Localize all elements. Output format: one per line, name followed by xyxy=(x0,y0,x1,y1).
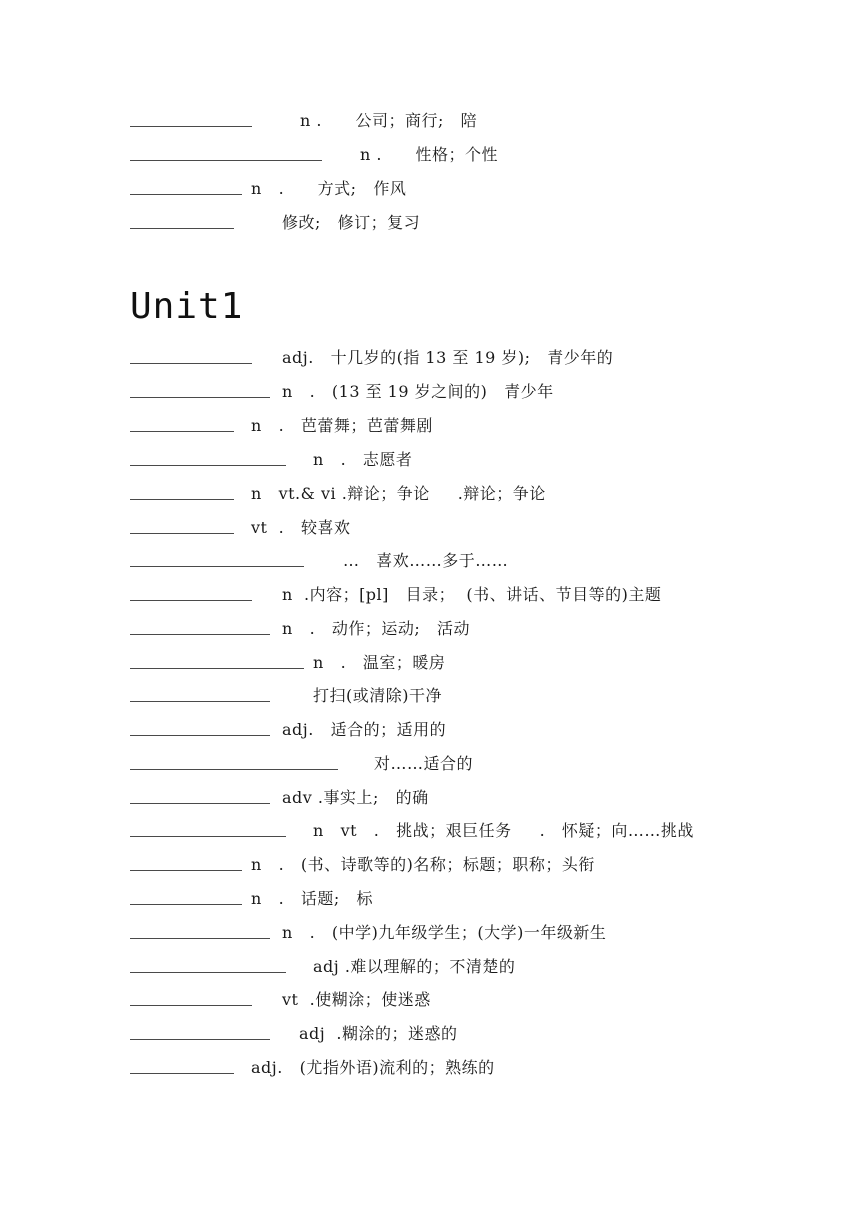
vocab-definition: 修改; 修订；复习 xyxy=(282,213,421,232)
vocab-definition: 对……适合的 xyxy=(374,754,474,773)
vocab-definition: adj. 十几岁的(指 13 至 19 岁); 青少年的 xyxy=(282,348,614,367)
vocab-definition: adj. (尤指外语)流利的；熟练的 xyxy=(251,1058,495,1077)
vocab-definition: n . 性格；个性 xyxy=(360,145,498,164)
vocab-definition: n .内容；[pl] 目录； (书、讲话、节目等的)主题 xyxy=(282,585,662,604)
vocab-definition: adj .难以理解的；不清楚的 xyxy=(313,957,516,976)
answer-blank xyxy=(130,701,270,702)
answer-blank xyxy=(130,972,286,973)
vocab-definition: n . (中学)九年级学生；(大学)一年级新生 xyxy=(282,923,607,942)
vocab-definition: n . 志愿者 xyxy=(313,450,413,469)
vocab-definition: adj. 适合的；适用的 xyxy=(282,720,447,739)
vocab-definition: n . 方式; 作风 xyxy=(251,179,407,198)
answer-blank xyxy=(130,431,234,432)
vocab-definition: n . 温室；暖房 xyxy=(313,653,446,672)
answer-blank xyxy=(130,363,252,364)
answer-blank xyxy=(130,870,242,871)
answer-blank xyxy=(130,126,252,127)
vocab-definition: n vt . 挑战；艰巨任务 . 怀疑；向……挑战 xyxy=(313,821,694,840)
unit-heading: Unit1 xyxy=(130,286,244,327)
answer-blank xyxy=(130,668,304,669)
vocab-definition: n . (书、诗歌等的)名称；标题；职称；头衔 xyxy=(251,855,595,874)
answer-blank xyxy=(130,1073,234,1074)
answer-blank xyxy=(130,566,304,567)
answer-blank xyxy=(130,803,270,804)
vocab-definition: vt . 较喜欢 xyxy=(251,518,351,537)
answer-blank xyxy=(130,499,234,500)
answer-blank xyxy=(130,160,322,161)
answer-blank xyxy=(130,397,270,398)
answer-blank xyxy=(130,600,252,601)
vocab-definition: … 喜欢……多于…… xyxy=(343,551,509,570)
vocab-definition: n . 动作；运动; 活动 xyxy=(282,619,471,638)
vocab-definition: 打扫(或清除)干净 xyxy=(313,686,442,705)
vocab-definition: n . (13 至 19 岁之间的) 青少年 xyxy=(282,382,554,401)
vocab-definition: n vt.& vi .辩论；争论 .辩论；争论 xyxy=(251,484,546,503)
answer-blank xyxy=(130,769,338,770)
answer-blank xyxy=(130,533,234,534)
vocab-definition: adv .事实上; 的确 xyxy=(282,788,429,807)
answer-blank xyxy=(130,634,270,635)
answer-blank xyxy=(130,836,286,837)
vocab-definition: n . 芭蕾舞；芭蕾舞剧 xyxy=(251,416,433,435)
answer-blank xyxy=(130,904,242,905)
vocab-definition: adj .糊涂的；迷惑的 xyxy=(299,1024,458,1043)
vocab-definition: vt .使糊涂；使迷惑 xyxy=(282,990,431,1009)
answer-blank xyxy=(130,194,242,195)
vocab-definition: n . 公司；商行; 陪 xyxy=(300,111,478,130)
answer-blank xyxy=(130,465,286,466)
answer-blank xyxy=(130,735,270,736)
answer-blank xyxy=(130,1005,252,1006)
answer-blank xyxy=(130,938,270,939)
answer-blank xyxy=(130,1039,270,1040)
vocab-definition: n . 话题; 标 xyxy=(251,889,374,908)
answer-blank xyxy=(130,228,234,229)
